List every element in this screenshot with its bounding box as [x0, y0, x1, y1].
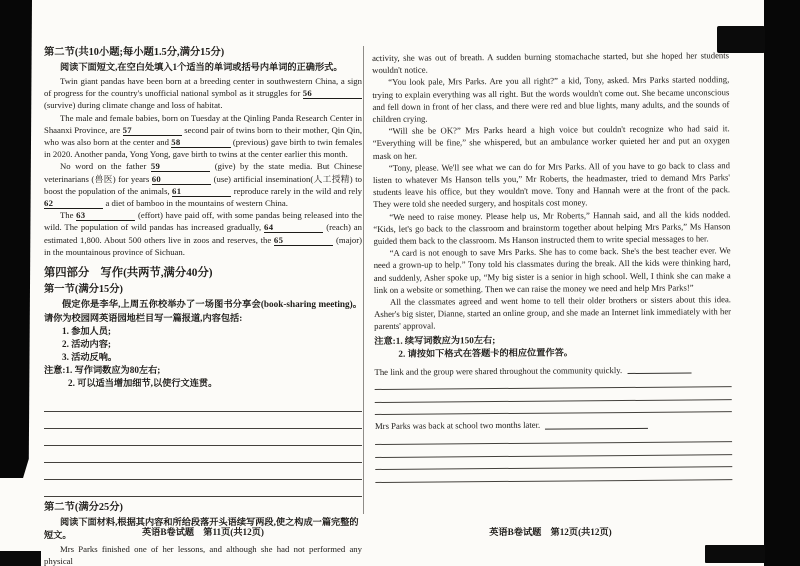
cloze-blank-62: 62: [44, 198, 103, 209]
cloze-blank-58: 58: [171, 137, 230, 148]
page-12: [372, 49, 732, 482]
cloze-blank-63: 63: [76, 210, 135, 221]
continuation-note: 2. 请按如下格式在答题卡的相应位置作答。: [398, 347, 573, 359]
scan-artifact-bottom-right: [705, 545, 765, 563]
cloze-blank-59: 59: [151, 161, 210, 172]
cloze-blank-64: 64: [264, 222, 323, 233]
answer-line: [627, 372, 691, 374]
story-paragraph: All the classmates agreed and went home to tell their older brothers or sisters about this idea. Asher's big sister, Dianne, started an online group, and she made an Internet link immediately with her parents' approval.: [374, 294, 732, 332]
page-spine-line: [363, 46, 364, 514]
answer-line: [44, 446, 362, 463]
answer-line: [375, 467, 732, 482]
story-paragraph: “A card is not enough to save Mrs Parks. She has to come back. She's the best teacher ever. We need a grown-up to help.” Tony told his classmates during the break. All the kids were thinking hard, and suddenly, Asher spoke up, “My big sister is a senior in high school. Well, I think she can make a link on a website or something. Then we can raise the money we need and help Mrs Parks!”: [373, 245, 731, 295]
story-paragraph: “We need to raise money. Please help us, Mr Roberts,” Hannah said, and all the kids nodded. “Kids, let's go back to the classroom and brainstorm together about helping Mrs Parks,” Ms Hanson guided them back to the classroom. Ms Hanson instructed them to write special messages to her.: [373, 208, 731, 247]
page-11: [44, 46, 362, 566]
story-paragraph: activity, she was out of breath. A sudden burning stomachache started, but she hoped her students wouldn't notice.: [372, 50, 730, 76]
task-note: 2. 可以适当增加细节,以使行文连贯。: [68, 378, 218, 389]
story-opening-line: Mrs Parks finished one of her lessons, and although she had not performed any physical: [44, 544, 362, 566]
cloze-blank-56: 56: [303, 88, 362, 99]
answer-line: [545, 427, 648, 429]
answer-line: [44, 429, 362, 446]
leadin-text: Mrs Parks was back at school two months later.: [374, 420, 541, 432]
continuation-answer-lines-1: [375, 375, 732, 415]
cloze-paragraph: The 63 (effort) have paid off, with some pandas being released into the wild. The population of wild pandas has increased gradually, 64 (reach) an estimated 1,800. About 500 others live in zoos and reserves, the 65 (major) in the mountainous province of Sichuan.: [44, 210, 362, 257]
continuation-note: 注意:1. 续写词数应为150左右;: [374, 334, 496, 346]
cloze-paragraph: No word on the father 59 (give) by the state media. But Chinese veterinarians (兽医) for years 60 (use) artificial insemination(人工授精) to boost the population of the animals, 61 reproduce rarely in the wild and rely 62 a diet of bamboo in the mountains of western China.: [44, 161, 363, 209]
story-paragraph: “Will she be OK?” Mrs Parks heard a high voice but couldn't recognize who had said it. “Everything will be fine,” she whispered, but an ambulance worker quieted her and put an oxygen mask on her.: [372, 123, 730, 161]
task-point: 1. 参加人员;: [62, 326, 111, 337]
cloze-paragraph: Twin giant pandas have been born at a breeding center in southwestern China, a sign of progress for the country's unofficial national symbol as it struggles for 56 (survive) during climate change and loss of habitat.: [44, 76, 362, 111]
task-point: 2. 活动内容;: [62, 339, 111, 350]
section1-heading: 第一节(满分15分): [44, 284, 123, 296]
answer-line: [44, 395, 362, 412]
page-11-footer: 英语B卷试题 第11页(共12页): [142, 527, 264, 537]
scan-edge-right: [764, 0, 800, 566]
section2b-heading: 第二节(满分25分): [44, 502, 123, 514]
writing-answer-lines: [44, 395, 362, 497]
cloze-blank-57: 57: [123, 125, 182, 136]
writing-task: 假定你是李华,上周五你校举办了一场图书分享会(book-sharing meeting)。请你为校园网英语园地栏目写一篇报道,内容包括:: [44, 299, 362, 323]
scan-edge-left: [0, 0, 32, 478]
answer-line: [44, 480, 362, 497]
continuation-answer-lines-2: [375, 430, 732, 483]
leadin-text: The link and the group were shared throughout the community quickly.: [374, 364, 623, 377]
scan-artifact-bottom-left: [0, 551, 41, 566]
cloze-blank-65: 65: [274, 235, 333, 246]
task-point: 3. 活动反响。: [62, 352, 118, 363]
cloze-blank-61: 61: [172, 186, 231, 197]
page-12-footer: 英语B卷试题 第12页(共12页): [489, 527, 612, 537]
cloze-blank-60: 60: [152, 174, 211, 185]
answer-line: [44, 463, 362, 480]
story-paragraph: “Tony, please. We'll see what we can do for Mrs Parks. All of you have to go back to class and listen to whatever Ms Hanson tells you,” Mr Roberts, the headmaster, tried to demand Mrs Parks' students leave his office, but they wouldn't move. Tony and Hannah were at the front of the pack. They were told she needed surgery, and hospitals cost money.: [372, 160, 731, 210]
section2b-instruction: 阅读下面材料,根据其内容和所给段落开头语续写两段,使之构成一篇完整的短文。: [44, 517, 359, 541]
cloze-paragraph: The male and female babies, born on Tuesday at the Qinling Panda Research Center in Shaanxi Province, are 57 second pair of twins born to their mother, Qin Qin, who was also born at the center and 58 (previous) gave birth to twin females in 2020. Another panda, Yong Yong, gave birth to twins at the center earlier this month.: [44, 112, 362, 160]
section2-instruction: 阅读下面短文,在空白处填入1个适当的单词或括号内单词的正确形式。: [60, 62, 343, 72]
task-note: 注意:1. 写作词数应为80左右;: [44, 365, 161, 376]
story-paragraph: “You look pale, Mrs Parks. Are you all right?” a kid, Tony, asked. Mrs Parks started nodding, trying to explain everything was all right. But the words wouldn't come out. She became unconscious and fell down in front of her class, and there were red and blue lights, many adults, and the sounds of children crying.: [372, 74, 730, 125]
answer-line: [375, 400, 732, 415]
part4-heading: 第四部分 写作(共两节,满分40分): [44, 267, 213, 280]
section2-heading: 第二节(共10小题;每小题1.5分,满分15分): [44, 47, 225, 58]
answer-line: [44, 412, 362, 429]
